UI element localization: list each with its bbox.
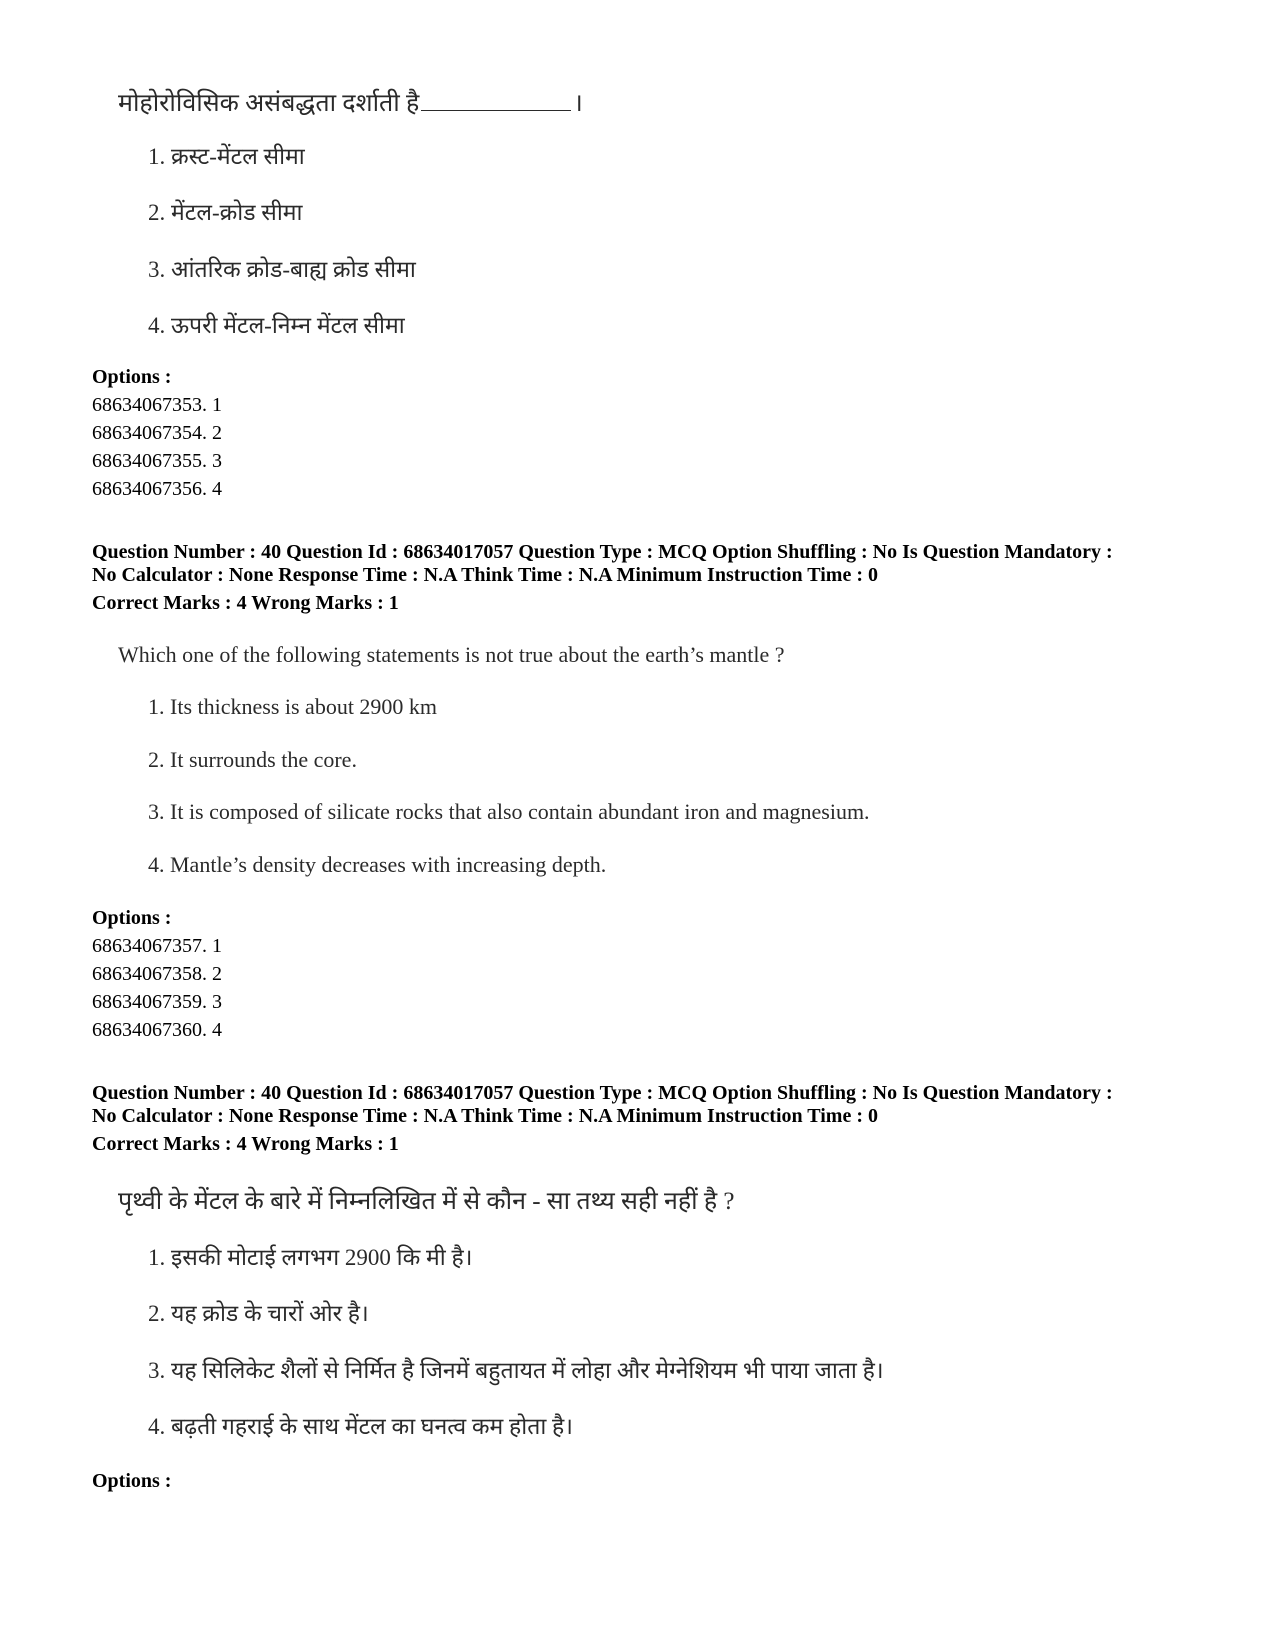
question-meta-line2: No Calculator : None Response Time : N.A Think Time : N.A Minimum Instruction Time : 0 (92, 1105, 878, 1127)
statement-1: 1. Its thickness is about 2900 km (148, 694, 438, 719)
statement-4: 4. बढ़ती गहराई के साथ मेंटल का घनत्व कम होता है। (148, 1414, 573, 1439)
option-3: 68634067359. 3 (92, 991, 222, 1013)
statement-2: 2. It surrounds the core. (148, 747, 357, 772)
option-1: 68634067353. 1 (92, 394, 222, 416)
question-text-english: Which one of the following statements is not true about the earth’s mantle ? (118, 642, 785, 667)
question-text-hindi-mantle: पृथ्वी के मेंटल के बारे में निम्नलिखित में से कौन - सा तथ्य सही नहीं है ? (118, 1188, 735, 1215)
question-marks: Correct Marks : 4 Wrong Marks : 1 (92, 1133, 399, 1155)
statement-2: 2. मेंटल-क्रोड सीमा (148, 200, 303, 225)
question-marks: Correct Marks : 4 Wrong Marks : 1 (92, 592, 399, 614)
options-label: Options : (92, 907, 172, 929)
statement-1: 1. इसकी मोटाई लगभग 2900 कि मी है। (148, 1245, 473, 1270)
answer-blank (421, 88, 571, 111)
question-meta-line1: Question Number : 40 Question Id : 68634017057 Question Type : MCQ Option Shuffling : No Is Question Mandatory : (92, 541, 1113, 563)
statement-3: 3. It is composed of silicate rocks that also contain abundant iron and magnesium. (148, 799, 870, 824)
statement-3: 3. आंतरिक क्रोड-बाह्य क्रोड सीमा (148, 257, 416, 282)
question-text-hindi-moho (118, 88, 583, 116)
option-4: 68634067360. 4 (92, 1019, 222, 1041)
options-label: Options : (92, 366, 172, 388)
statement-4: 4. Mantle’s density decreases with increasing depth. (148, 852, 607, 877)
statement-3: 3. यह सिलिकेट शैलों से निर्मित है जिनमें बहुतायत में लोहा और मेग्नेशियम भी पाया जाता है। (148, 1358, 884, 1383)
question-meta-line1: Question Number : 40 Question Id : 68634017057 Question Type : MCQ Option Shuffling : No Is Question Mandatory : (92, 1082, 1113, 1104)
option-2: 68634067358. 2 (92, 963, 222, 985)
option-1: 68634067357. 1 (92, 935, 222, 957)
option-4: 68634067356. 4 (92, 478, 222, 500)
option-3: 68634067355. 3 (92, 450, 222, 472)
option-2: 68634067354. 2 (92, 422, 222, 444)
statement-4: 4. ऊपरी मेंटल-निम्न मेंटल सीमा (148, 313, 405, 338)
statement-2: 2. यह क्रोड के चारों ओर है। (148, 1301, 369, 1326)
question-meta-line2: No Calculator : None Response Time : N.A Think Time : N.A Minimum Instruction Time : 0 (92, 564, 878, 586)
question-text-content: मोहोरोविसिक असंबद्धता दर्शाती है (118, 90, 420, 117)
options-label: Options : (92, 1470, 172, 1492)
question-end-mark: । (573, 90, 583, 117)
statement-1: 1. क्रस्ट-मेंटल सीमा (148, 144, 305, 169)
